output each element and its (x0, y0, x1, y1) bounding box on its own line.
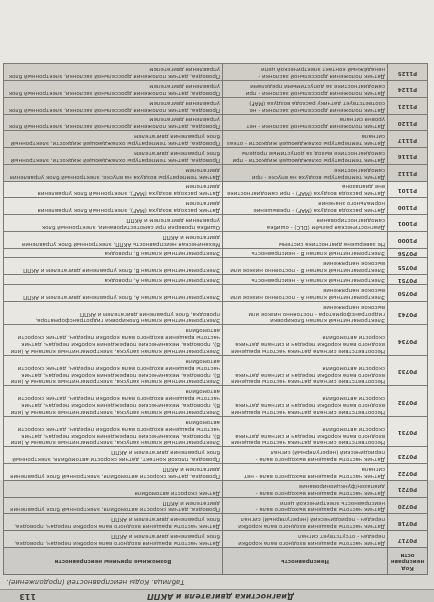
fault-cell: Несоответствие сигнала датчика частоты вращения входного вала коробки передач и сигнала датчика скорости автомобиля (223, 325, 388, 356)
table-row (4, 514, 428, 531)
cause-cell: Электромагнитный клапан B, проводка (4, 248, 223, 258)
cause-cell: Электромагнитный клапан запуска, электромагнитные клапаны A (или B), проводка, механические повреждения коробки передач, датчик частоты вращения входного вала коробки передач, датчик скорости автомобиля (4, 386, 223, 417)
code-cell: P0733 (388, 356, 428, 387)
fault-cell: Электромагнитный клапан B - постоянно низкое или высокое напряжение (223, 258, 388, 275)
fault-cell: Электромагнитный клапан A - постоянно низкое или высокое напряжение (223, 285, 388, 302)
fault-cell: Датчик положения дроссельной заслонки - нет уровня сигнала (223, 114, 388, 131)
table-row (4, 275, 428, 285)
code-cell: P0743 (388, 301, 428, 325)
cause-cell: Электромагнитный клапан запуска, электромагнитные клапаны A (или B), проводка, механические повреждения коробки передач, датчик частоты вращения входного вала коробки передач, датчик скорости автомобиля (4, 356, 223, 387)
fault-cell: Датчик частоты вращения выходного вала - диапазон/функционирование (223, 481, 388, 498)
fault-codes-table (3, 63, 428, 575)
cause-cell: Датчик температуры воздуха на впуске, электронный блок управления двигателем (4, 164, 223, 181)
fault-cell: Датчик частоты вращения выходного вала - нет сигнала (223, 464, 388, 481)
table-row (4, 148, 428, 165)
code-cell: P0734 (388, 325, 428, 356)
cause-cell: Ошибка проверки при самотестировании, электронный блок управления двигателем и АКПП (4, 215, 223, 232)
cause-cell: Проводка, датчик температуры охлаждающей жидкости, электронный блок управления двигателем (4, 148, 223, 165)
fault-cell: Датчик положения дроссельной заслонки - не соответствует датчику расхода воздуха (MAF) (223, 97, 388, 114)
cause-cell: Электромагнитный клапан блокировки гидротрансформатора, проводка, блок управления двигателем и АКПП (4, 301, 223, 325)
code-cell: P0718 (388, 514, 428, 531)
table-row (4, 285, 428, 302)
cause-cell: Датчик скорости автомобиля (4, 481, 223, 498)
fault-cell: Датчик температуры охлаждающей жидкости - отказ сигнала (223, 131, 388, 148)
table-body (4, 64, 428, 548)
cause-cell: Проводка, датчик положения дроссельной заслонки, электронный блок управления двигателем (4, 64, 223, 81)
cause-cell: Электромагнитный клапан B, блок управления двигателем и АКПП (4, 258, 223, 275)
page-number: 113 (19, 592, 36, 601)
table-row (4, 481, 428, 498)
column-header-fault: Неисправность (223, 548, 388, 575)
code-cell: P0750 (388, 285, 428, 302)
fault-cell: Датчик частоты вращения входного вала коробки передач - периодический (нерегулярный) сигнал (223, 514, 388, 531)
code-cell: P1112 (388, 164, 428, 181)
cause-cell: Электромагнитный клапан запуска, электромагнитные клапаны A (или B), проводка, механические повреждения коробки передач, датчик частоты вращения входного вала коробки передач, датчик скорости автомобиля (4, 417, 223, 448)
code-cell: P1124 (388, 81, 428, 98)
cause-cell: Электромагнитный клапан запуска, электромагнитные клапаны A (или B), проводка, механические повреждения коробки передач, датчик частоты вращения входного вала коробки передач, датчик скорости автомобиля (4, 325, 223, 356)
fault-cell: Не завершена диагностика системы (223, 231, 388, 248)
column-header-cause: Возможные причины неисправности (4, 548, 223, 575)
code-cell: P0721 (388, 481, 428, 498)
fault-cell: Датчик температуры охлаждающей жидкости - при самодиагностике выход за допустимые пределы (223, 148, 388, 165)
code-cell: P1120 (388, 114, 428, 131)
table-caption: Таблица. Коды неисправностей (продолжение). (6, 578, 185, 586)
fault-cell: Электромагнитный клапан блокировки гидротрансформатора - постоянно низкое или высокое напряжение (223, 301, 388, 325)
table-row (4, 325, 428, 356)
table-row (4, 81, 428, 98)
fault-cell: Датчик температуры воздуха на впуске - при самодиагностике (223, 164, 388, 181)
table-row (4, 497, 428, 514)
code-cell: P0723 (388, 447, 428, 464)
cause-cell: Датчик частоты вращения входного вала коробки передач, проводка, блок управления двигателем и АКПП (4, 531, 223, 548)
fault-cell: Датчик положения дроссельной заслонки - при самодиагностике за допустимыми пределами (223, 81, 388, 98)
table-row (4, 97, 428, 114)
fault-cell: Несоответствие сигнала датчика частоты вращения входного вала коробки передач и сигнала датчика скорости автомобиля (223, 417, 388, 448)
fault-cell: Датчик расхода воздуха (MAF) - при самодиагностике вне диапазона (223, 181, 388, 198)
cause-cell: Датчик расхода воздуха (MAF), электронный блок управления двигателем (4, 198, 223, 215)
cause-cell: Проводка, датчик положения дроссельной заслонки, электронный блок управления двигателем (4, 97, 223, 114)
code-cell: P1000 (388, 231, 428, 248)
table-row (4, 114, 428, 131)
table-row (4, 215, 428, 232)
cause-cell: Электромагнитный клапан A, проводка (4, 275, 223, 285)
table-row (4, 356, 428, 387)
code-cell: P1001 (388, 215, 428, 232)
code-cell: P0751 (388, 275, 428, 285)
code-cell: P1117 (388, 131, 428, 148)
table-row (4, 198, 428, 215)
fault-cell: Электромагнитный клапан A - неисправность (223, 275, 388, 285)
table-row (4, 181, 428, 198)
code-cell: P0756 (388, 248, 428, 258)
table-row (4, 417, 428, 448)
table-row (4, 164, 428, 181)
fault-cell: Датчик расхода воздуха (MAF) - превышение нормального значения (223, 198, 388, 215)
page-header (0, 589, 434, 602)
table-row (4, 531, 428, 548)
fault-cell: Датчик частоты вращения входного вала коробки передач - отсутствует сигнал (223, 531, 388, 548)
table-row (4, 64, 428, 81)
fault-cell: Диагностическая разъём (DLC) - ошибка самодиагностирования (223, 215, 388, 232)
table-row (4, 258, 428, 275)
code-cell: P0732 (388, 386, 428, 417)
table-row (4, 447, 428, 464)
cause-cell: Проводка, датчик положения дроссельной заслонки, электронный блок управления двигателем (4, 81, 223, 98)
fault-cell: Несоответствие сигнала датчика частоты вращения входного вала коробки передач и сигнала датчика скорости автомобиля (223, 386, 388, 417)
fault-cell: Несоответствие сигнала датчика частоты вращения входного вала коробки передач и сигнала датчика скорости автомобиля (223, 356, 388, 387)
cause-cell: Проводка, датчик положения дроссельной заслонки, электронный блок управления двигателем (4, 114, 223, 131)
cause-cell: Датчик частоты вращения входного вала коробки передач, проводка, блок управления двигателем и АКПП (4, 514, 223, 531)
code-cell: P0755 (388, 258, 428, 275)
table-row (4, 301, 428, 325)
fault-cell: Датчик частоты вращения выходного вала - неисправность электрической цепи (223, 497, 388, 514)
table-header-row (4, 548, 428, 575)
code-cell: P0722 (388, 464, 428, 481)
column-header-code: Код неисправности (388, 548, 428, 575)
fault-cell: Датчик частоты вращения выходного вала - периодический (нерегулярный) сигнал (223, 447, 388, 464)
cause-cell: Проводка, датчик скорости автомобиля, электронный блок управления двигателем и АКПП (4, 464, 223, 481)
code-cell: P1125 (388, 64, 428, 81)
table-row (4, 464, 428, 481)
code-cell: P0731 (388, 417, 428, 448)
fault-cell: Датчик положения дроссельной заслонки - ненадёжный контакт электрической цепи (223, 64, 388, 81)
code-cell: P1121 (388, 97, 428, 114)
cause-cell: Проводка, датчик скорости автомобиля, электронный блок управления двигателем и АКПП (4, 497, 223, 514)
cause-cell: Проводка, плохой контакт, датчик скорости автомобиля, электронный блок управления двигателем и АКПП (4, 447, 223, 464)
fault-cell: Электромагнитный клапан B - неисправность (223, 248, 388, 258)
cause-cell: Датчик расхода воздуха (MAF), электронный блок управления двигателем (4, 181, 223, 198)
table-row (4, 248, 428, 258)
code-cell: P0717 (388, 531, 428, 548)
cause-cell: Электромагнитный клапан A, блок управления двигателем и АКПП (4, 285, 223, 302)
cause-cell: Проводка, датчик температуры охлаждающей жидкости, электронный блок управления двигателем (4, 131, 223, 148)
table-row (4, 386, 428, 417)
table-row (4, 131, 428, 148)
cause-cell: Механическая неисправность АКПП, электронный блок управления двигателем и АКПП (4, 231, 223, 248)
code-cell: P0720 (388, 497, 428, 514)
code-cell: P1116 (388, 148, 428, 165)
page-running-title: Диагностика двигателя и АКПП (147, 592, 294, 601)
code-cell: P1101 (388, 181, 428, 198)
table-row (4, 231, 428, 248)
code-cell: P1100 (388, 198, 428, 215)
